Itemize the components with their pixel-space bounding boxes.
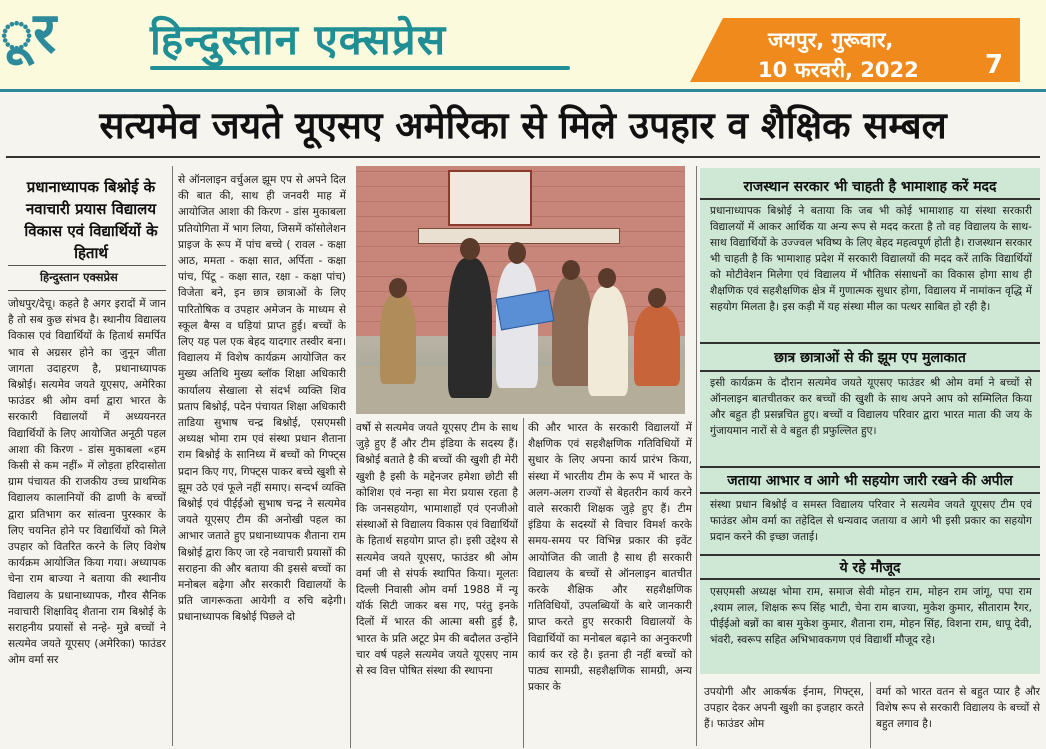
panel-heading-3: जताया आभार व आगे भी सहयोग जारी रखने की अपील bbox=[727, 473, 1013, 489]
panel-paragraph-4: एसएमसी अध्यक्ष भोमा राम, समाज सेवी मोहन राम, मोहन राम जांगू, पपा राम ,श्याम लाल, शिक्षक रूप सिंह भाटी, चेना राम बाज्या, मुकेश कुमार, सीताराम रैगर, पीईईओ बन्नों का बास मुकेश कुमार, शैताना राम, मोहन सिंह, विशना राम, धापू देवी, भंवरी, स्वरूप सहित अभिभावकगण एवं विद्यार्थी मौजूद रहे। bbox=[710, 586, 1032, 646]
column-2 bbox=[178, 172, 346, 748]
city-day: जयपुर, गुरूवार, bbox=[768, 28, 894, 52]
panel-paragraph-2: इसी कार्यक्रम के दौरान सत्यमेव जयते यूएसए फाउंडर श्री ओम वर्मा ने बच्चों से ऑनलाइन बातचीतकर कर बच्चों की खुशी के साथ अपने आप को सम्मिलित किया और बहुत ही प्रसन्नचित हुए। बच्चों व विद्यालय परिवार द्वारा भारत माता की जय के गुंजायमान नारों से वे बहुत ही प्रफुल्लित हुए। bbox=[710, 377, 1032, 437]
column-divider bbox=[172, 166, 173, 746]
sidebar-heading: प्रधानाध्यापक बिश्नोई के नवाचारी प्रयास विद्यालय विकास एवं विद्यार्थियों के हितार्थ bbox=[24, 178, 158, 262]
photo-person-head bbox=[648, 288, 666, 308]
photo-person bbox=[448, 258, 492, 398]
issue-date: 10 फरवरी, 2022 bbox=[758, 58, 919, 82]
byline-rule-top bbox=[8, 265, 166, 266]
column-divider bbox=[350, 418, 351, 748]
photo-person bbox=[380, 294, 416, 384]
column-1 bbox=[8, 296, 166, 748]
photo-person-head bbox=[508, 242, 526, 264]
masthead-logo-glyph: ूर bbox=[0, 1, 57, 66]
column-6-text: वर्मा को भारत वतन से बहुत प्यार है और विशेष रूप से सरकारी विद्यालय के बच्चों से बहुत लगाव है। bbox=[876, 686, 1040, 731]
column-4-text: की और भारत के सरकारी विद्यालयों में शैक्षणिक एवं सहशैक्षणिक गतिविधियों में सुधार के लिए अपना कार्य प्रारंभ किया, संस्था में भारतीय टीम के रूप में भारत के अलग-अलग राज्यों से बेहतरीन कार्य करने वाले सरकारी शिक्षक जुड़े हुए हैं। टीम इंडिया के सदस्यों से विचार विमर्श करके समय-समय पर विभिन्न प्रकार की इवेंट आयोजित की जाती है साथ ही सरकारी विद्यालय के बच्चों से ऑनलाइन बातचीत करके शैक्षिक और सहशैक्षणिक गतिविधियों, उपलब्धियों के बारे जानकारी प्राप्त करते हुए सरकारी विद्यालयों के विद्यार्थियों का मनोबल बढ़ाने का अनुकरणी कार्य कर रहे है। इतना ही नहीं बच्चों को पाठ्य सामग्री, सहशैक्षणिक सामग्री, अन्य प्रकार के bbox=[528, 422, 692, 694]
column-1-text: जोधपुर/देचू। कहते है अगर इरादों में जान है तो सब कुछ संभव है। स्थानीय विद्यालय विकास एवं विद्यार्थियों के हितार्थ समर्पित भाव से अग्रसर होने का जुनून जीता जागता उदाहरण है, प्रधानाध्यापक बिश्नोई। सत्यमेव जयते यूएसए, अमेरिका फाउंडर श्री ओम वर्मा द्वारा भारत के सरकारी विद्यालयों में अध्ययनरत विद्यार्थियों के लिए आयोजित अनूठी पहल आशा की किरण - डांस मुकाबला «हम किसी से कम नहीं» में लोड़ता हरिदासोता ग्राम पंचायत की राजकीय उच्च प्राथमिक विद्यालय कालानियों की ढाणी के बच्चों द्वारा प्रतिभाग कर सांत्वना पुरस्कार के लिए चयनित होने पर विद्यार्थियों को मिले उपहार को वितरित करने के लिए विशेष कार्यक्रम आयोजित किया गया। अध्यापक चेना राम बाज्या ने बताया की स्थानीय विद्यालय के प्रधानाध्यापक, गौरव सैनिक नवाचारी शिक्षाविद् शैताना राम बिश्नोई के सराहनीय प्रयासों से नन्हे- मुन्ने बच्चों ने सत्यमेव जयते यूएसए (अमेरिका) फाउंडर ओम वर्मा सर bbox=[8, 298, 166, 667]
panel-rule bbox=[700, 578, 1040, 580]
page-number: 7 bbox=[985, 50, 1004, 80]
panel-rule bbox=[700, 466, 1040, 468]
newspaper-brand: हिन्दुस्तान एक्सप्रेस bbox=[150, 15, 447, 64]
column-4 bbox=[528, 420, 692, 748]
masthead-divider bbox=[0, 89, 1046, 92]
photo-school-sign bbox=[448, 170, 532, 226]
panel-heading-2: छात्र छात्राओं से की झूम एप मुलाकात bbox=[774, 350, 966, 366]
panel-rule bbox=[700, 198, 1040, 200]
panel-rule bbox=[700, 492, 1040, 494]
panel-paragraph-3: संस्था प्रधान बिश्नोई व समस्त विद्यालय परिवार ने सत्यमेव जयते यूएसए टीम एवं फाउंडर ओम वर्मा का तहेदिल से धन्यवाद जताया व आगे भी इसी प्रकार का सहयोग प्रदान करने की इच्छा जताई। bbox=[710, 499, 1032, 543]
headline-rule bbox=[6, 156, 1040, 158]
byline: हिन्दुस्तान एक्सप्रेस bbox=[40, 270, 118, 284]
column-divider bbox=[696, 166, 697, 746]
panel-heading-4: ये रहे मौजूद bbox=[839, 560, 901, 576]
byline-rule-bottom bbox=[8, 290, 166, 291]
column-divider bbox=[523, 418, 524, 748]
photo-person bbox=[552, 276, 592, 386]
photo-person bbox=[634, 306, 680, 386]
panel-rule bbox=[700, 554, 1040, 556]
photo-person-head bbox=[562, 260, 580, 280]
panel-rule bbox=[700, 370, 1040, 372]
photo-person-head bbox=[460, 238, 480, 260]
column-5 bbox=[704, 684, 864, 748]
panel-paragraph-1: प्रधानाध्यापक बिश्नोई ने बताया कि जब भी कोई भामाशाह या संस्था सरकारी विद्यालयों में आकर आर्थिक या अन्य रूप से मदद करता है तो वह विद्यालय के साथ-साथ विद्यार्थियों के उज्ज्वल भविष्य के लिए बेहद महत्वपूर्ण होती है। राजस्थान सरकार भी चाहती है कि भामाशाह प्रदेश में सरकारी विद्यालयों की मदद करें ताकि विद्यार्थियों को मोटीवेशन मिलेगा एवं विद्यालय में भौतिक संसाधनों का विकास होगा साथ ही शैक्षणिक एवं सहशैक्षणिक क्षेत्र में गुणात्मक सुधार होगा, विद्यालय में नामांकन वृद्धि में सहयोग मिलता है। इस कड़ी में यह संस्था मील का पत्थर साबित हो रही है। bbox=[710, 205, 1032, 313]
column-5-text: उपयोगी और आकर्षक ईनाम, गिफ्ट्स, उपहार देकर अपनी खुशी का इजहार करते हैं। फाउंडर ओम bbox=[704, 686, 864, 731]
panel-rule bbox=[700, 342, 1040, 344]
article-headline: सत्यमेव जयते यूएसए अमेरिका से मिले उपहार व शैक्षिक सम्बल bbox=[99, 103, 947, 147]
column-3 bbox=[356, 420, 518, 748]
photo-person-head bbox=[598, 268, 616, 288]
event-photo bbox=[356, 166, 685, 414]
masthead bbox=[0, 0, 1046, 92]
photo-person bbox=[588, 286, 628, 396]
column-3-text: वर्षो से सत्यमेव जयते यूएसए टीम के साथ जुड़े हुए हैं और टीम इंडिया के सदस्य हैं। बिश्नोई बताते है की बच्चों की खुशी ही मेरी खुशी है इसी के मद्देनजर हमेशा छोटी सी कोशिश एवं नन्हा सा मेरा प्रयास रहता है कि जनसहयोग, भामाशाहों एवं एनजीओ संस्थाओं से विद्यालय विकास एवं विद्यार्थियों के हितार्थ सहयोग प्राप्त हो। इसी उद्देश्य से सत्यमेव जयते यूएसए, फाउंडर श्री ओम वर्मा जी से संपर्क स्थापित किया। मूलतः दिल्ली निवासी ओम वर्मा 1988 में न्यू यॉर्क सिटी जाकर बस गए, परंतु इनके दिलों में भारत की आत्मा बसी हुई है, भारत के प्रति अटूट प्रेम की बदौलत उन्होंने चार वर्ष पहले सत्यमेव जयते यूएसए नाम से स्व वित्त पोषित संस्था की स्थापना bbox=[356, 422, 518, 678]
column-2-text: से ऑनलाइन वर्चुअल झूम एप से अपने दिल की बात की, साथ ही जनवरी माह में आयोजित आशा की किरण - डांस मुकाबला प्रतियोगिता में भाग लिया, जिसमें कॉसोलेशन प्राइज के रूप में पांच बच्चे ( रावल - कक्षा आठ, ममता - कक्षा सात, अर्पिता - कक्षा पांच, पिंटू - कक्षा सात, रक्षा - कक्षा पांच) विजेता बने, इन छात्र छात्राओं के लिए पारितोषिक व उपहार अमेजन के माध्यम से स्कूल बैग्स व घड़ियां प्राप्त हुई। बच्चों के लिए यह पल एक बेहद यादगार तस्वीर बना। विद्यालय में विशेष कार्यक्रम आयोजित कर मुख्य अतिथि मुख्य ब्लॉक शिक्षा अधिकारी कार्यालय सेखाला से संदर्भ व्यक्ति शिव प्रताप बिश्नोई, पदेन पंचायत शिक्षा अधिकारी ताडिया सुभाष चन्द्र बिश्नोई, एसएमसी अध्यक्ष भोमा राम एवं संस्था प्रधान शैताना राम बिश्नोई के सानिध्य में बच्चों को गिफ्ट्स प्रदान किए गए, गिफ्ट्स पाकर बच्चे खुशी से झूम उठे एवं फूले नहीं समाए। सन्दर्भ व्यक्ति बिश्नोई एवं पीईईओ सुभाष चन्द्र ने सत्यमेव जयते यूएसए टीम की अनोखी पहल का आभार जताते हुए प्रधानाध्यापक शैताना राम बिश्नोई द्वारा किए जा रहे नवाचारी प्रयासों की सराहना की और बताया की इससे बच्चों का मनोबल बढ़ेगा और सरकारी विद्यालयों के प्रति जागरूकता आयेगी व रुचि बढ़ेगी। प्रधानाध्यापक बिश्नोई पिछले दो bbox=[178, 174, 346, 624]
brand-underline bbox=[150, 66, 570, 70]
photo-person-head bbox=[389, 278, 407, 298]
column-6 bbox=[876, 684, 1040, 748]
column-divider bbox=[870, 682, 871, 748]
panel-heading-1: राजस्थान सरकार भी चाहती है भामाशाह करें मदद bbox=[700, 177, 1040, 196]
